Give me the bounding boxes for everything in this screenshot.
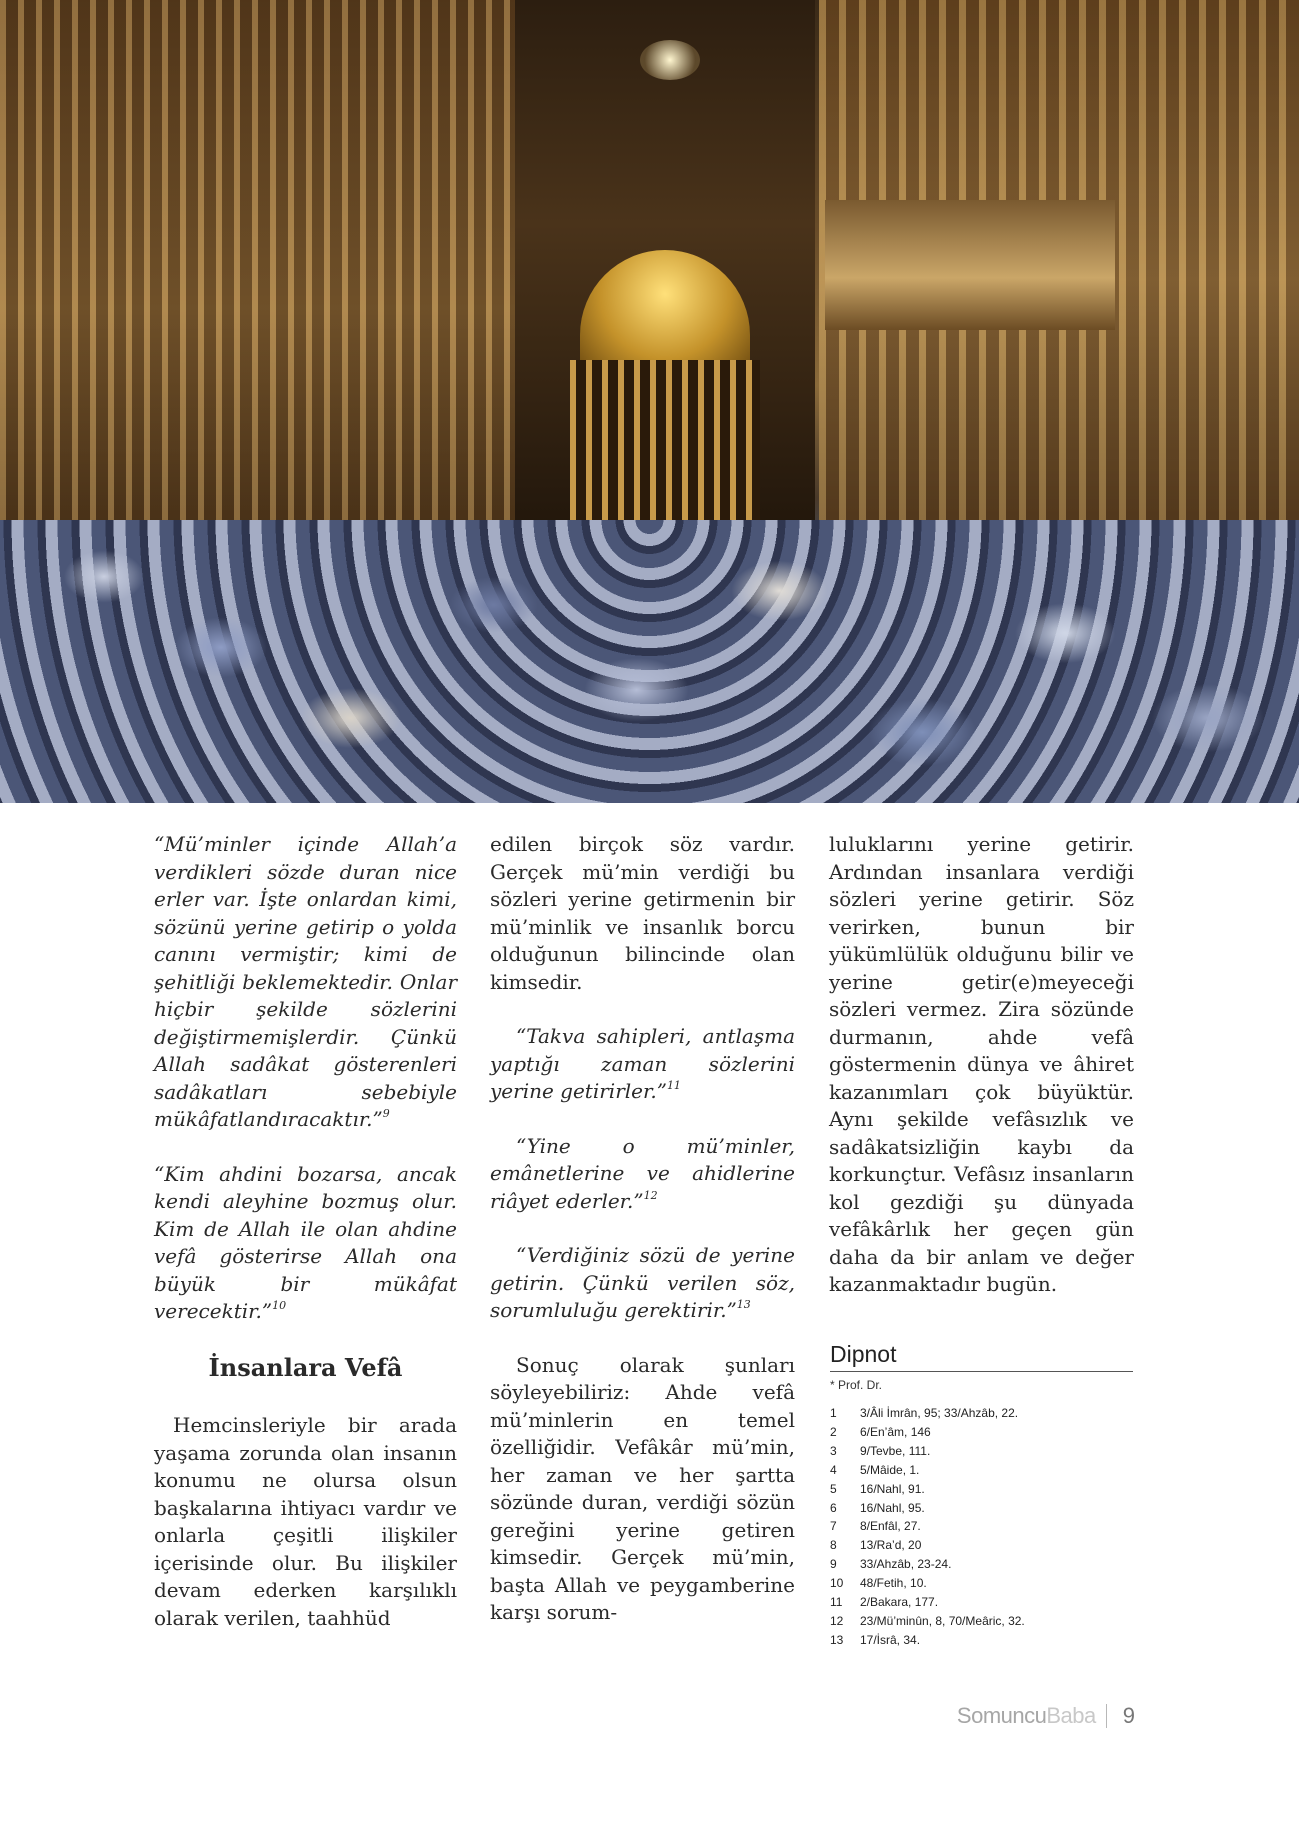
paragraph: edilen birçok söz vardır. Gerçek mü’min verdiği bu sözleri yerine getirmenin bir mü’minlik ve insanlık borcu olduğunun bilincinde olan kimsedir. <box>490 832 795 994</box>
balcony <box>825 200 1115 330</box>
footnote-text: 5/Mâide, 1. <box>860 1462 920 1477</box>
column-1 <box>154 831 457 1632</box>
footnote-number: 4 <box>830 1462 837 1477</box>
footnote-text: 33/Ahzâb, 23-24. <box>860 1557 952 1572</box>
paragraph: Hemcinsleriyle bir arada yaşama zorunda olan insanın konumu ne olursa olsun başkalarına ihtiyacı vardır ve onlarla çeşitli ilişkiler içerisinde olur. Bu ilişkiler devam ederken karşılıklı olarak verilen, taahhüd <box>154 1413 457 1630</box>
footnote-number: 1 <box>830 1406 837 1420</box>
author-note: * Prof. Dr. <box>830 1378 883 1392</box>
footnote-number: 7 <box>830 1519 837 1534</box>
footnote-number: 2 <box>830 1424 837 1439</box>
page-number: 9 <box>1122 1703 1135 1728</box>
column-2 <box>490 831 795 1627</box>
footnote-item <box>830 1574 1025 1593</box>
paragraph: Sonuç olarak şunları söyleyebiliriz: Ahde vefâ mü’minlerin en temel özelliğidir. Vefâkâr mü’min, her zaman ve her şartta sözünde duran, verdiği sözün gereğini yerine getiren kimsedir. Gerçek mü’min, başta Allah ve peygamberine karşı sorum- <box>490 1352 795 1624</box>
footnote-number: 10 <box>830 1576 844 1591</box>
brand-name: Somuncu <box>956 1703 1047 1728</box>
footnote-number: 12 <box>830 1613 844 1628</box>
footnote-item <box>830 1461 1025 1480</box>
footnote-item <box>830 1631 1025 1650</box>
footnote-item <box>830 1612 1025 1631</box>
chandelier <box>640 40 700 80</box>
footnote-number: 6 <box>830 1500 837 1515</box>
footnote-text: 48/Fetih, 10. <box>860 1576 927 1591</box>
footnote-item <box>830 1404 1025 1423</box>
footnote-text: 6/En’âm, 146 <box>860 1424 931 1439</box>
footnote-text: 3/Âli İmrân, 95; 33/Ahzâb, 22. <box>860 1406 1019 1420</box>
footnote-item <box>830 1555 1025 1574</box>
footnote-item <box>830 1442 1025 1461</box>
footnote-text: 16/Nahl, 91. <box>860 1481 925 1496</box>
footnote-text: 9/Tevbe, 111. <box>860 1443 931 1458</box>
footnote-item <box>830 1517 1025 1536</box>
footnotes-list <box>830 1404 1025 1650</box>
mosque-wall-left <box>0 0 520 560</box>
quote: “Mü’minler içinde Allah’a verdikleri sözde duran nice erler var. İşte onlardan kimi, sözünü yerine getirip o yolda canını vermiştir; kimi de şehitliği beklemektedir. Onlar hiçbir şekilde sözlerini değiştirmemişlerdir. Çünkü Allah sadâkat gösterenleri sadâkatları sebebiyle mükâfatlandıracaktır.”$^9$ <box>154 832 457 1131</box>
footnote-number: 11 <box>830 1595 843 1610</box>
footnote-number: 9 <box>830 1557 837 1572</box>
footnotes-title: Dipnot <box>830 1341 1133 1372</box>
header-photo <box>0 0 1299 803</box>
footnote-item <box>830 1480 1025 1499</box>
footnote-number: 8 <box>830 1538 837 1553</box>
footnote-text: 17/İsrâ, 34. <box>860 1632 921 1647</box>
footnote-text: 2/Bakara, 177. <box>860 1595 939 1610</box>
quote: “Takva sahipleri, antlaşma yaptığı zaman sözlerini yerine getirirler.”$^{11}$ <box>490 1024 795 1103</box>
footnote-item <box>830 1536 1025 1555</box>
quote: “Verdiğiniz sözü de yerine getirin. Çünkü verilen söz, sorumluluğu gerektirir.”$^{13}$ <box>490 1243 795 1322</box>
quote: “Yine o mü’minler, emânetlerine ve ahidlerine riâyet ederler.”$^{12}$ <box>490 1133 795 1213</box>
footnote-item <box>830 1499 1025 1518</box>
footnote-number: 13 <box>830 1632 844 1647</box>
brand-name-suffix: Baba <box>1046 1703 1096 1728</box>
praying-crowd <box>0 520 1299 803</box>
page-footer <box>957 1703 1135 1729</box>
footnote-text: 23/Mü’minûn, 8, 70/Meâric, 32. <box>860 1613 1025 1628</box>
footer-divider <box>1106 1704 1107 1728</box>
footnote-item <box>830 1593 1025 1612</box>
footnote-text: 16/Nahl, 95. <box>860 1500 925 1515</box>
footnote-text: 13/Ra’d, 20 <box>860 1538 922 1553</box>
column-3 <box>829 831 1134 1299</box>
section-heading: İnsanlara Vefâ <box>208 1352 403 1382</box>
footnote-number: 3 <box>830 1443 837 1458</box>
paragraph: luluklarını yerine getirir. Ardından insanlara verdiği sözleri yerine getirir. Söz verirken, bunun bir yükümlülük olduğunu bilir ve yerine getir(e)meyeceği sözleri vermez. Zira sözünde durmanın, ahde vefâ göstermenin dünya ve âhiret kazanımları çok büyüktür. Aynı şekilde vefâsızlık ve sadâkatsizliğin kaybı da korkunçtur. Vefâsız insanların kol gezdiği şu dünyada vefâkârlık her geçen gün daha da bir anlam ve değer kazanmaktadır bugün. <box>829 832 1134 1296</box>
footnote-item <box>830 1423 1025 1442</box>
footnote-text: 8/Enfâl, 27. <box>860 1519 921 1534</box>
quote: “Kim ahdini bozarsa, ancak kendi aleyhine bozmuş olur. Kim de Allah ile olan ahdine vefâ gösterirse Allah ona büyük bir mükâfat verecektir.”$^{10}$ <box>154 1161 457 1323</box>
footnote-number: 5 <box>830 1481 837 1496</box>
